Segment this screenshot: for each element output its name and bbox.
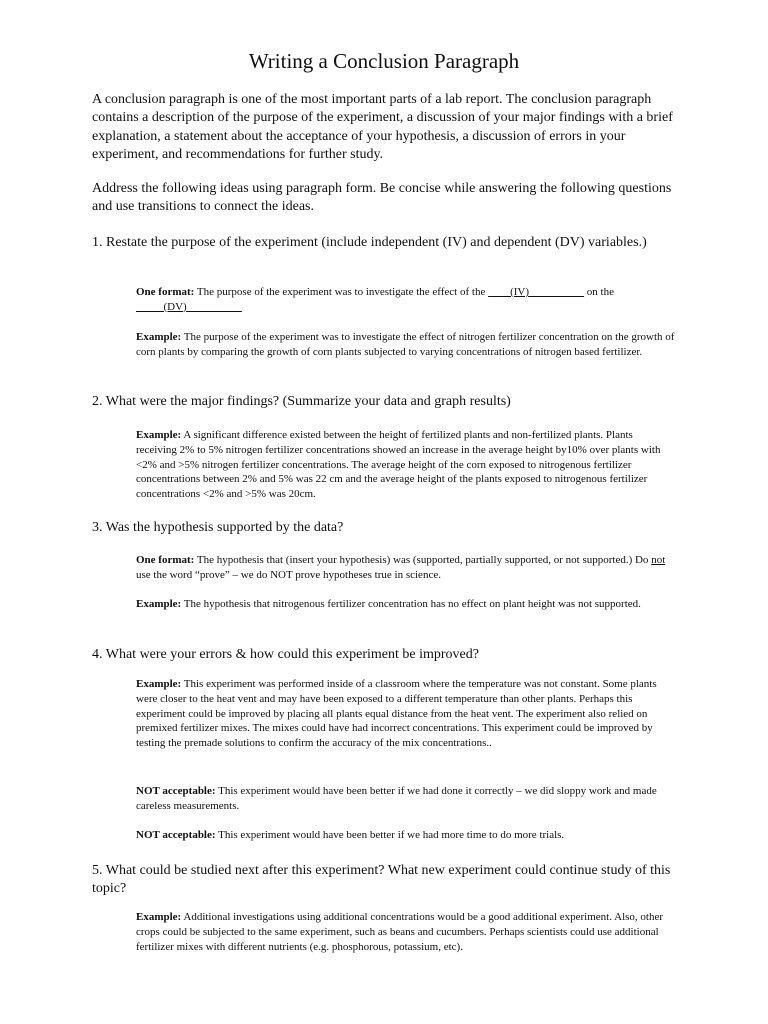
example-text: A significant difference existed between the height of fertilized plants and non-fertilized plants. Plants receiving 2% to 5% nitrogen fertilizer concentrations showed an increase in the average height by10% over plants with <2% and >5% nitrogen fertilizer concentrations. The average height of the corn exposed to nitrogenous fertilizer concentrations between 2% and 5% was 22 cm and the average height of the plants exposed to nitrogenous fertilizer concentrations <2% and >5% was 20cm.: [136, 429, 661, 501]
example-text: This experiment was performed inside of a classroom where the temperature was not constant. Some plants were closer to the heat vent and may have been exposed to a different temperature than other plants. Perhaps this experiment could be improved by placing all plants equal distance from the heat vent. The experiment also relied on premixed fertilizer mixes. The mixes could have had incorrect concentrations. This experiment could be improved by testing the premade solutions to confirm the accuracy of the mix concentrations..: [136, 678, 657, 750]
question-4-not-acceptable-1: [136, 784, 676, 814]
format-label: One format:: [136, 554, 195, 566]
question-4-example: [136, 677, 676, 751]
example-label: Example:: [136, 598, 182, 610]
not-acceptable-text: This experiment would have been better if we had done it correctly – we did sloppy work and made careless measurements.: [136, 785, 657, 812]
example-label: Example:: [136, 911, 182, 923]
example-text: The purpose of the experiment was to investigate the effect of nitrogen fertilizer concentration on the growth of corn plants by comparing the growth of corn plants subjected to varying concentrations of nitrogen based fertilizer.: [136, 331, 675, 358]
page-title: Writing a Conclusion Paragraph: [248, 49, 520, 73]
not-acceptable-text: This experiment would have been better if we had more time to do more trials.: [215, 829, 565, 841]
question-1-heading: 1. Restate the purpose of the experiment (include independent (IV) and dependent (DV) variables.): [92, 235, 647, 250]
not-acceptable-label: NOT acceptable:: [136, 829, 216, 841]
instructions-paragraph: Address the following ideas using paragraph form. Be concise while answering the following questions and use transitions to connect the ideas.: [92, 181, 672, 215]
format-label: One format:: [136, 286, 195, 298]
not-emphasis: not: [651, 554, 666, 566]
format-text: The hypothesis that (insert your hypothesis) was (supported, partially supported, or not supported.) Do: [194, 554, 652, 566]
not-acceptable-label: NOT acceptable:: [136, 785, 216, 797]
question-4-heading: 4. What were your errors & how could this experiment be improved?: [92, 647, 479, 662]
question-1-format: [136, 285, 676, 315]
question-2-example: [136, 428, 676, 502]
question-1-example: [136, 330, 676, 360]
example-label: Example:: [136, 678, 182, 690]
example-text: The hypothesis that nitrogenous fertilizer concentration has no effect on plant height was not supported.: [181, 598, 641, 610]
question-5-example: [136, 910, 676, 954]
question-3-heading: 3. Was the hypothesis supported by the data?: [92, 520, 344, 535]
question-4-not-acceptable-2: [136, 828, 676, 843]
format-text: use the word “prove” – we do NOT prove hypotheses true in science.: [136, 568, 441, 581]
example-text: Additional investigations using additional concentrations would be a good additional experiment. Also, other crops could be subjected to the same experiment, such as beans and cucumbers. Perhaps scientists could use additional fertilizer mixes with different nutrients (e.g. phosphorous, potassium, etc).: [136, 911, 664, 953]
example-label: Example:: [136, 429, 182, 441]
format-text: The purpose of the experiment was to investigate the effect of the: [194, 286, 489, 298]
intro-paragraph: A conclusion paragraph is one of the most important parts of a lab report. The conclusion paragraph contains a description of the purpose of the experiment, a discussion of your major findings with a brief explanation, a statement about the acceptance of your hypothesis, a discussion of errors in your experiment, and recommendations for further study.: [92, 92, 673, 163]
question-5-heading: 5. What could be studied next after this experiment? What new experiment could continue study of this topic?: [92, 863, 671, 897]
example-label: Example:: [136, 331, 182, 343]
iv-blank: ____(IV)__________: [488, 286, 585, 298]
question-2-heading: 2. What were the major findings? (Summarize your data and graph results): [92, 394, 511, 409]
question-3-format: [136, 553, 676, 583]
dv-blank: _____(DV)__________: [136, 300, 242, 313]
question-3-example: [136, 597, 676, 612]
format-text: on the: [584, 286, 614, 298]
